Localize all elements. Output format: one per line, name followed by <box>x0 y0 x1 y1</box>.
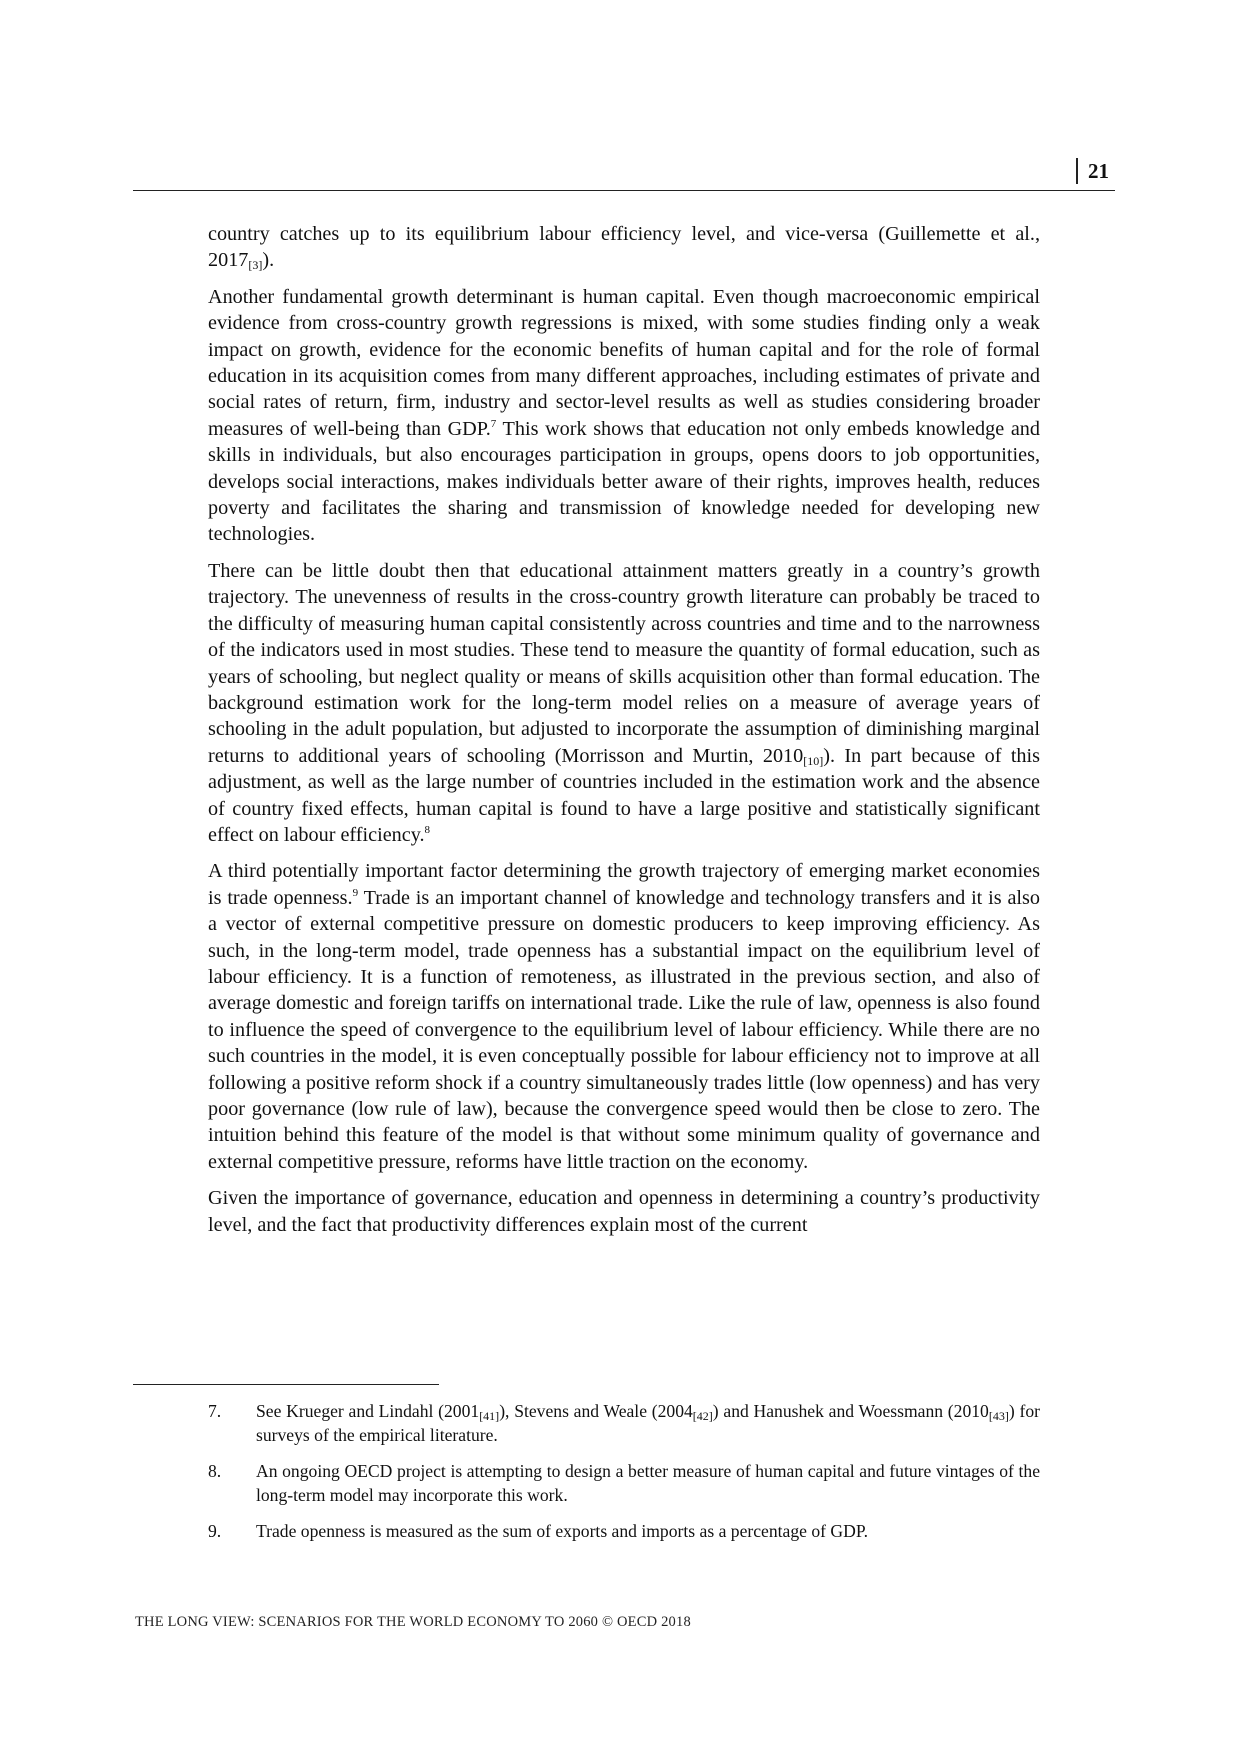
page-footer: THE LONG VIEW: SCENARIOS FOR THE WORLD ECONOMY TO 2060 © OECD 2018 <box>135 1614 691 1630</box>
citation-reference[interactable]: [42] <box>692 1409 713 1423</box>
footnote-text: An ongoing OECD project is attempting to design a better measure of human capital and future vintages of the long-term model may incorporate this work. <box>256 1461 1040 1505</box>
paragraph-2 <box>208 284 1040 548</box>
body-text <box>208 221 1040 1248</box>
footnote-8 <box>208 1459 1040 1507</box>
page-number: 21 <box>1076 158 1109 184</box>
citation-reference[interactable]: [43] <box>988 1409 1009 1423</box>
paragraph-text: A third potentially important factor determining the growth trajectory of emerging market economies is trade openness. <box>208 860 1040 909</box>
footnote-number: 9. <box>208 1521 222 1541</box>
paragraph-text: Another fundamental growth determinant is human capital. Even though macroeconomic empirical evidence from cross-country growth regressions is mixed, with some studies finding only a weak impact on growth, evidence for the economic benefits of human capital and for the role of formal education in its acquisition comes from many different approaches, including estimates of private and social rates of return, firm, industry and sector-level results as well as studies considering broader measures of well-being than GDP. <box>208 285 1040 440</box>
footnote-text <box>256 1399 1040 1447</box>
header-rule <box>133 190 1115 191</box>
footnote-text: Trade openness is measured as the sum of exports and imports as a percentage of GDP. <box>256 1521 869 1541</box>
citation-reference[interactable]: [3] <box>248 258 263 273</box>
footnote-number: 7. <box>208 1401 222 1421</box>
paragraph-text: country catches up to its equilibrium labour efficiency level, and vice-versa (Guillemette et al., 2017 <box>208 223 1040 272</box>
footnote-9 <box>208 1519 1040 1543</box>
citation-reference[interactable]: [41] <box>479 1409 500 1423</box>
footnote-7 <box>208 1399 1040 1447</box>
paragraph-text: ). <box>262 249 275 272</box>
footnote-marker[interactable]: 9 <box>352 886 359 899</box>
footnote-text-part: ) and Hanushek and Woessmann (2010 <box>712 1401 989 1421</box>
footnote-marker[interactable]: 7 <box>490 417 497 430</box>
paragraph-5 <box>208 1185 1040 1238</box>
footnotes <box>208 1399 1040 1555</box>
footnote-separator <box>133 1384 439 1385</box>
footnote-text-part: ), Stevens and Weale (2004 <box>499 1401 693 1421</box>
footnote-text-part: ) for surveys of the empirical literature. <box>256 1401 1040 1445</box>
footnote-text-part: See Krueger and Lindahl (2001 <box>256 1401 480 1421</box>
paragraph-1 <box>208 221 1040 274</box>
paragraph-text: This work shows that education not only embeds knowledge and skills in individuals, but also encourages participation in groups, opens doors to job opportunities, develops social interactions, makes individuals better aware of their rights, improves health, reduces poverty and facilitates the sharing and transmission of knowledge needed for developing new technologies. <box>208 417 1040 546</box>
paragraph-text: There can be little doubt then that educational attainment matters greatly in a country’s growth trajectory. The unevenness of results in the cross-country growth literature can probably be traced to the difficulty of measuring human capital consistently across countries and time and to the narrowness of the indicators used in most studies. These tend to measure the quantity of formal education, such as years of schooling, but neglect quality or means of skills acquisition other than formal education. The background estimation work for the long-term model relies on a measure of average years of schooling in the adult population, but adjusted to incorporate the assumption of diminishing marginal returns to additional years of schooling (Morrisson and Murtin, 2010 <box>208 559 1040 767</box>
footnote-marker[interactable]: 8 <box>424 823 431 836</box>
paragraph-text: Trade is an important channel of knowledge and technology transfers and it is also a vector of external competitive pressure on domestic producers to keep improving efficiency. As such, in the long-term model, trade openness has a substantial impact on the equilibrium level of labour efficiency. It is a function of remoteness, as illustrated in the previous section, and also of average domestic and foreign tariffs on international trade. Like the rule of law, openness is also found to influence the speed of convergence to the equilibrium level of labour efficiency. While there are no such countries in the model, it is even conceptually possible for labour efficiency not to improve at all following a positive reform shock if a country simultaneously trades little (low openness) and has very poor governance (low rule of law), because the convergence speed would then be close to zero. The intuition behind this feature of the model is that without some minimum quality of governance and external competitive pressure, reforms have little traction on the economy. <box>208 886 1040 1173</box>
citation-reference[interactable]: [10] <box>803 753 824 768</box>
paragraph-3 <box>208 558 1040 848</box>
paragraph-text: Given the importance of governance, education and openness in determining a country’s productivity level, and the fact that productivity differences explain most of the current <box>208 1187 1040 1236</box>
footnote-number: 8. <box>208 1461 222 1481</box>
paragraph-text: ). In part because of this adjustment, as well as the large number of countries included in the estimation work and the absence of country fixed effects, human capital is found to have a large positive and statistically significant effect on labour efficiency. <box>208 744 1040 846</box>
paragraph-4 <box>208 858 1040 1175</box>
